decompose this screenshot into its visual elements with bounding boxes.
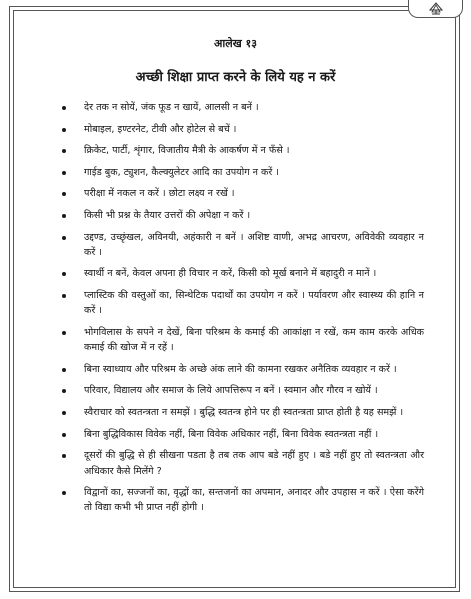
corner-tab (408, 0, 463, 18)
list-item (62, 383, 424, 398)
list-item (62, 266, 424, 281)
bullet-icon (62, 192, 66, 196)
bullet-icon (62, 106, 66, 110)
list-item (62, 325, 424, 356)
list-item-text: स्वार्थी न बनें, केवल अपना ही विचार न करें, किसी को मूर्ख बनाने में बहादुरी न मानें । (84, 268, 377, 280)
list-item (62, 485, 424, 516)
list-item (62, 143, 424, 158)
bullet-icon (62, 149, 66, 153)
bullet-icon (62, 491, 66, 495)
list-item-text: विद्वानों का, सज्जनों का, वृद्धों का, सन्तजनों का अपमान, अनादर और उपहास न करें । ऐसा करेंगे तो विद्या कभी भी प्राप्त नहीं होगी । (84, 487, 424, 514)
bullet-icon (62, 272, 66, 276)
bullet-icon (62, 433, 66, 437)
list-item-text: स्वैराचार को स्वतन्त्रता न समझें । बुद्धि स्वतन्त्र होने पर ही स्वतन्त्रता प्राप्त होती है यह समझें । (84, 407, 404, 419)
page-title: अच्छी शिक्षा प्राप्त करने के लिये यह न करें (135, 70, 336, 85)
bullet-icon (62, 171, 66, 175)
bullet-icon (62, 389, 66, 393)
list-item (62, 186, 424, 201)
list-item (62, 362, 424, 377)
list-item-text: बिना स्वाध्याय और परिश्रम के अच्छे अंक लाने की कामना रखकर अनैतिक व्यवहार न करें । (84, 363, 397, 375)
list-item-text: क्रिकेट, पार्टी, शृंगार, विजातीय मैत्री के आकर्षण में न फँसे । (84, 145, 290, 157)
bullet-icon (62, 368, 66, 372)
list-item (62, 122, 424, 137)
guideline-list (62, 100, 424, 522)
list-item-text: भोगविलास के सपने न देखें, बिना परिश्रम के कमाई की आकांक्षा न रखें, कम काम करके अधिक कमाई की खोज में न रहें । (84, 326, 424, 354)
list-item (62, 230, 424, 261)
list-item-text: परीक्षा में नकल न करें । छोटा लक्ष्य न रखें । (84, 188, 235, 200)
list-item-text: उद्दण्ड, उच्छृंखल, अविनयी, अहंकारी न बनें । अशिष्ट वाणी, अभद्र आचरण, अविवेकी व्यवहार न करें । (84, 231, 424, 258)
list-item (62, 100, 424, 115)
list-item (62, 405, 424, 420)
bullet-icon (62, 294, 66, 298)
section-label: आलेख १३ (214, 37, 257, 50)
list-item-text: दूसरों की बुद्धि से ही सीखना पडता है तब तक आप बडे नहीं हुए । बडे नहीं हुए तो स्वतन्त्रता और अधिकार कैसे मिलेंगे ? (84, 450, 424, 477)
list-item (62, 288, 424, 319)
bullet-icon (62, 331, 66, 335)
bullet-icon (62, 411, 66, 415)
list-item-text: देर तक न सोयें, जंक फूड न खायें, आलसी न बनें । (84, 102, 259, 113)
list-item-text: किसी भी प्रश्न के तैयार उत्तरों की अपेक्षा न करें । (84, 209, 251, 221)
list-item-text: परिवार, विद्यालय और समाज के लिये आपत्तिरूप न बनें । स्वमान और गौरव न खोयें । (84, 385, 378, 397)
list-item (62, 165, 424, 180)
list-item (62, 208, 424, 223)
list-item-text: बिना बुद्धिविकास विवेक नहीं, बिना विवेक अधिकार नहीं, बिना विवेक स्वतन्त्रता नहीं । (84, 428, 379, 440)
list-item-text: प्लास्टिक की वस्तुओं का, सिन्थेटिक पदार्थों का उपयोग न करें । पर्यावरण और स्वास्थ्य की हानि न करें । (84, 290, 424, 317)
bullet-icon (62, 214, 66, 218)
list-item (62, 448, 424, 479)
tree-emblem-icon (427, 2, 445, 15)
list-item-text: गाईड बुक, ट्युशन, कैल्क्युलेटर आदि का उपयोग न करें । (84, 166, 280, 178)
bullet-icon (62, 236, 66, 240)
list-item-text: मोबाइल, इण्टरनेट, टीवी और होटेल से बचें । (84, 123, 237, 135)
bullet-icon (62, 454, 66, 458)
list-item (62, 427, 424, 442)
bullet-icon (62, 128, 66, 132)
